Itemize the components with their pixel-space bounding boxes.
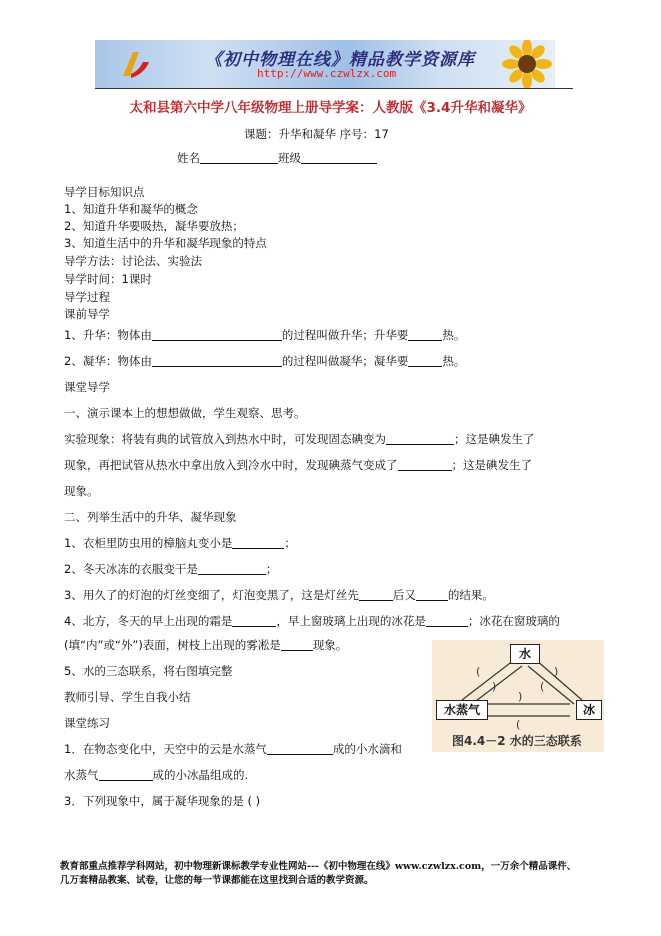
- practice-3: 3．下列现象中，属于凝华现象的是 ( ): [64, 794, 261, 808]
- svg-text:(: (: [516, 718, 521, 731]
- footer-line-2: 几万套精品教案、试卷，让您的每一节课都能在这里找到合适的教学资源。: [60, 875, 374, 886]
- answer-blank[interactable]: [232, 536, 284, 549]
- practice-heading: 课堂练习: [64, 716, 110, 730]
- figure-caption: 图4.4－2 水的三态联系: [452, 734, 582, 748]
- list-item-4-cont: (填“内”或“外”)表面，树枝上出现的雾凇是 现象。: [64, 638, 348, 652]
- list-item-4: 4、北方，冬天的早上出现的霜是 ，早上窗玻璃上出现的冰花是 ；冰花在窗玻璃的: [64, 614, 560, 628]
- answer-blank[interactable]: [232, 614, 276, 627]
- banner-title: 《初中物理在线》精品教学资源库: [205, 50, 475, 70]
- answer-blank[interactable]: [359, 588, 393, 601]
- answer-blank[interactable]: [281, 638, 313, 651]
- answer-blank[interactable]: [386, 432, 454, 445]
- svg-text:): ): [554, 665, 559, 678]
- svg-text:): ): [492, 680, 497, 693]
- goal-item: 1、知道升华和凝华的概念: [64, 202, 198, 216]
- pre-question-2: 2、凝华：物体由 的过程叫做凝华；凝华要 热。: [64, 354, 466, 368]
- list-item-2: 2、冬天冰冻的衣服变干是 ；: [64, 562, 278, 576]
- method-line: 导学方法：讨论法、实验法: [64, 254, 202, 268]
- section-2: 二、列举生活中的升华、凝华现象: [64, 510, 237, 524]
- answer-blank[interactable]: [416, 588, 448, 601]
- header-banner: [95, 40, 555, 88]
- footer: [60, 860, 576, 888]
- practice-1-cont: 水蒸气 成的小冰晶组成的.: [64, 768, 249, 782]
- name-label: 姓名: [177, 151, 200, 165]
- class-blank[interactable]: [301, 151, 377, 164]
- list-item-1: 1、衣柜里防虫用的樟脑丸变小是 ；: [64, 536, 296, 550]
- name-class-line: [177, 150, 377, 166]
- list-item-3: 3、用久了的灯泡的灯丝变细了，灯泡变黑了，这是灯丝先 后又 的结果。: [64, 588, 494, 602]
- answer-blank[interactable]: [408, 354, 442, 367]
- answer-blank[interactable]: [152, 354, 282, 367]
- site-logo-icon: [119, 46, 153, 82]
- process-heading: 导学过程: [64, 290, 110, 304]
- answer-blank[interactable]: [152, 328, 282, 341]
- experiment-line-1: 实验现象：将装有典的试管放入到热水中时，可发现固态碘变为 ；这是碘发生了: [64, 432, 535, 446]
- answer-blank[interactable]: [267, 742, 333, 755]
- answer-blank[interactable]: [198, 562, 266, 575]
- banner-url: http://www.czwlzx.com: [257, 67, 397, 80]
- time-line: 导学时间：1课时: [64, 272, 152, 286]
- figure-box-vapor: 水蒸气: [436, 700, 488, 720]
- sunflower-icon: [497, 40, 555, 88]
- header-rule: [95, 88, 573, 89]
- svg-text:(: (: [540, 680, 545, 693]
- goal-item: 2、知道升华要吸热，凝华要放热；: [64, 219, 244, 233]
- pre-heading: 课前导学: [64, 307, 110, 321]
- goals-heading: 导学目标知识点: [64, 185, 145, 199]
- experiment-line-3: 现象。: [64, 484, 99, 498]
- pre-question-1: 1、升华：物体由 的过程叫做升华；升华要 热。: [64, 328, 466, 342]
- footer-line-1: 教育部重点推荐学科网站，初中物理新课标教学专业性网站---《初中物理在线》www.czwlzx.com，一万余个精品课件、: [60, 861, 577, 872]
- svg-text:): ): [518, 690, 523, 703]
- figure-box-ice: 冰: [576, 700, 602, 720]
- experiment-line-2: 现象，再把试管从热水中拿出放入到冷水中时，发现碘蒸气变成了 ；这是碘发生了: [64, 458, 532, 472]
- topic-line: 课题：升华和凝华 序号：17: [244, 127, 389, 141]
- section-1: 一、演示课本上的想想做做，学生观察、思考。: [64, 406, 306, 420]
- class-guide-heading: 课堂导学: [64, 380, 110, 394]
- document-title: 太和县第六中学八年级物理上册导学案：人教版《3.4升华和凝华》: [129, 100, 532, 116]
- svg-text:(: (: [476, 665, 481, 678]
- three-states-figure: [432, 640, 604, 752]
- list-item-5: 5、水的三态联系，将右图填完整: [64, 664, 233, 678]
- answer-blank[interactable]: [398, 458, 452, 471]
- answer-blank[interactable]: [99, 768, 153, 781]
- figure-box-water: 水: [510, 644, 540, 664]
- class-label: 班级: [278, 151, 301, 165]
- goal-item: 3、知道生活中的升华和凝华现象的特点: [64, 236, 267, 250]
- answer-blank[interactable]: [408, 328, 442, 341]
- teacher-line: 教师引导、学生自我小结: [64, 690, 191, 704]
- practice-1: 1．在物态变化中，天空中的云是水蒸气 成的小水滴和: [64, 742, 402, 756]
- name-blank[interactable]: [200, 151, 278, 164]
- answer-blank[interactable]: [426, 614, 468, 627]
